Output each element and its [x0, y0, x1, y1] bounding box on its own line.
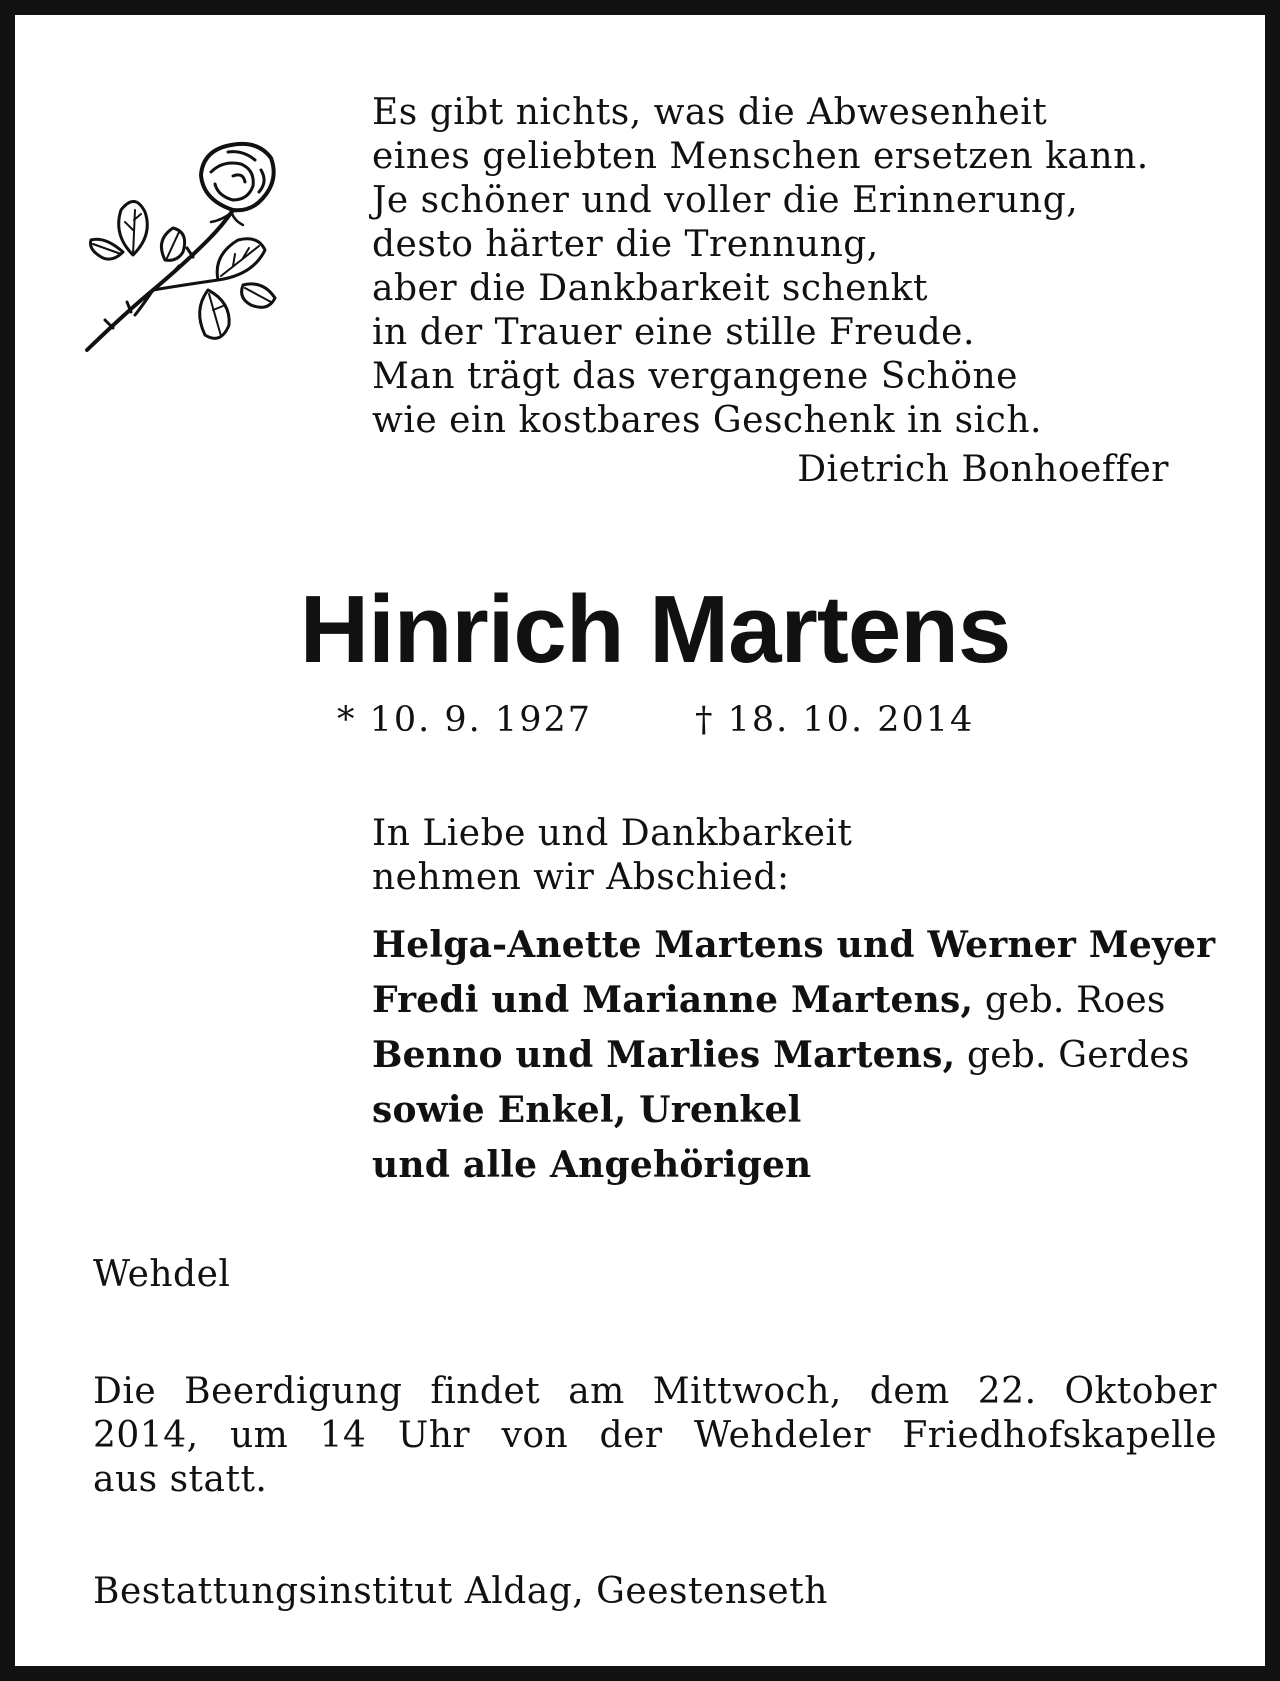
funeral-line: Die Beerdigung findet am Mittwoch, dem 22. Oktober [93, 1371, 1217, 1412]
death-date: † 18. 10. 2014 [695, 700, 975, 740]
quote-author: Dietrich Bonhoeffer [797, 449, 1169, 490]
funeral-notice [93, 1370, 1217, 1502]
quote-line: Es gibt nichts, was die Abwesenheit [372, 92, 1048, 133]
rose-icon [83, 140, 298, 380]
mourner-row [372, 1138, 1215, 1193]
quote-line: Je schöner und voller die Erinnerung, [372, 180, 1079, 221]
farewell-line: In Liebe und Dankbarkeit [372, 813, 853, 854]
mourner-names: Benno und Marlies Martens, [372, 1034, 956, 1076]
deceased-name: Hinrich Martens [299, 576, 1011, 683]
mourner-row [372, 1028, 1215, 1083]
quote-line: Man trägt das vergangene Schöne [372, 356, 1018, 397]
quote-line: aber die Dankbarkeit schenkt [372, 268, 928, 309]
quote-line: in der Trauer eine stille Freude. [372, 312, 975, 353]
mourner-note: geb. Gerdes [955, 1035, 1190, 1076]
quote-line: desto härter die Trennung, [372, 224, 879, 265]
farewell-text [372, 812, 852, 900]
mourner-row [372, 1083, 1215, 1138]
mourner-names: und alle Angehörigen [372, 1144, 812, 1186]
quote-line: wie ein kostbares Geschenk in sich. [372, 400, 1042, 441]
undertaker-name: Bestattungsinstitut Aldag, Geestenseth [93, 1571, 828, 1612]
mourner-row [372, 973, 1215, 1028]
funeral-line: 2014, um 14 Uhr von der Wehdeler Friedhofskapelle [93, 1415, 1217, 1456]
quote-line: eines geliebten Menschen ersetzen kann. [372, 136, 1149, 177]
funeral-line: aus statt. [93, 1459, 268, 1500]
mourner-note: geb. Roes [973, 980, 1166, 1021]
mourner-names: Fredi und Marianne Martens, [372, 979, 974, 1021]
mourner-names: sowie Enkel, Urenkel [372, 1089, 802, 1131]
farewell-line: nehmen wir Abschied: [372, 857, 790, 898]
mourners-list [372, 918, 1215, 1193]
birth-date: * 10. 9. 1927 [337, 700, 593, 740]
quote [372, 91, 1212, 443]
place-name: Wehdel [93, 1254, 231, 1295]
mourner-names: Helga-Anette Martens und Werner Meyer [372, 924, 1216, 966]
mourner-row [372, 918, 1215, 973]
